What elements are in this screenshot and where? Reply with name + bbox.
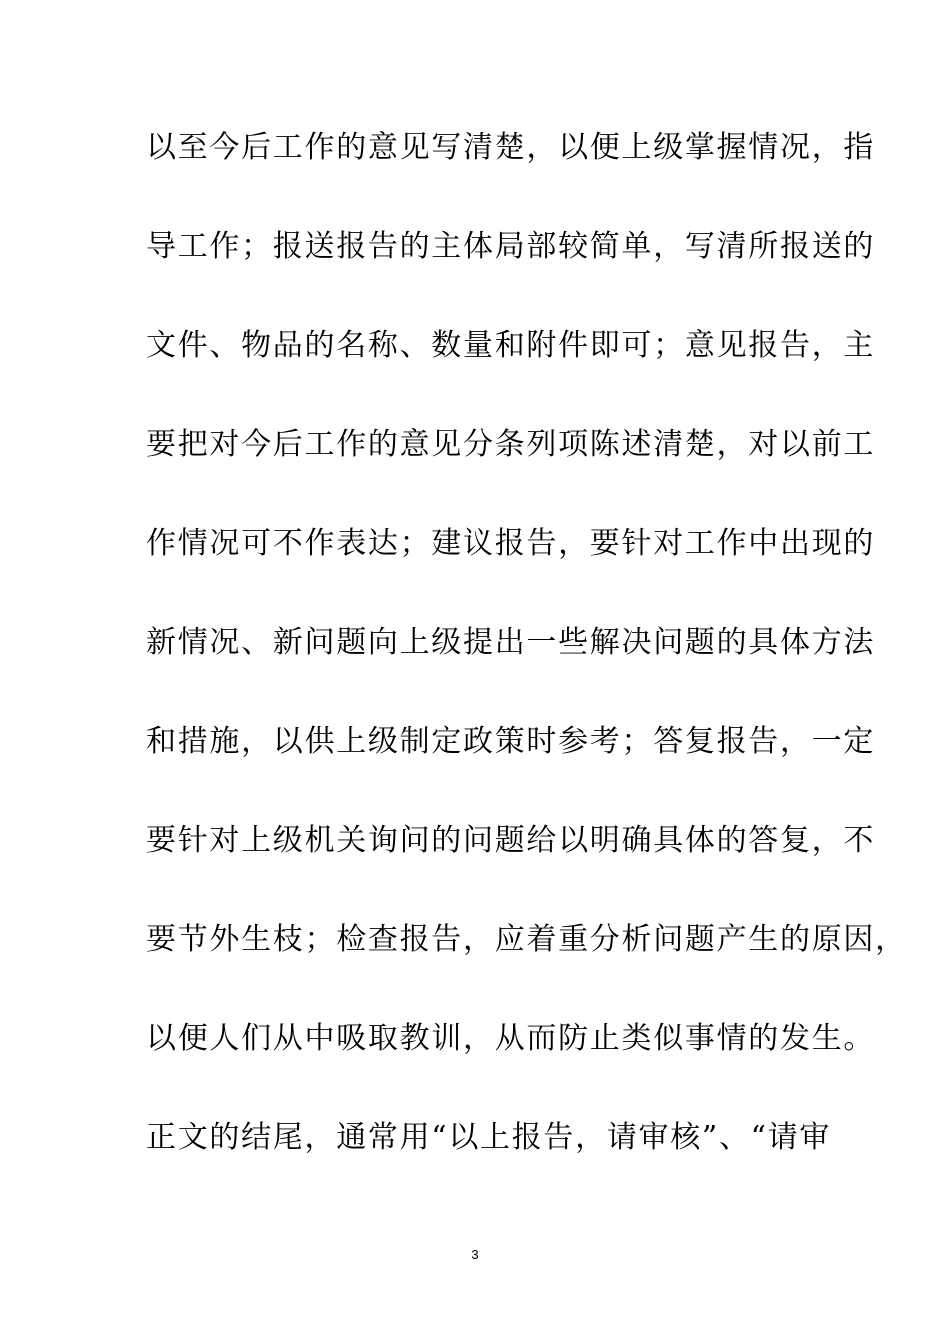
text-line: 正文的结尾，通常用“以上报告，请审核”、“请审 [146,1120,832,1155]
text-line: 新情况、新问题向上级提出一些解决问题的具体方法 [146,625,876,660]
text-line: 要节外生枝；检查报告，应着重分析问题产生的原因， [146,922,907,957]
text-line: 要把对今后工作的意见分条列项陈述清楚，对以前工 [146,427,876,462]
text-line: 以便人们从中吸取教训，从而防止类似事情的发生。 [146,1021,876,1056]
text-line: 要针对上级机关询问的问题给以明确具体的答复，不 [146,823,876,858]
text-line: 以至今后工作的意见写清楚，以便上级掌握情况，指 [146,130,876,165]
text-line: 导工作；报送报告的主体局部较简单，写清所报送的 [146,229,876,264]
page-number: 3 [471,1247,479,1262]
text-line: 和措施，以供上级制定政策时参考；答复报告，一定 [146,724,876,759]
text-line: 文件、物品的名称、数量和附件即可；意见报告，主 [146,328,876,363]
text-line: 作情况可不作表达；建议报告，要针对工作中出现的 [146,526,876,561]
